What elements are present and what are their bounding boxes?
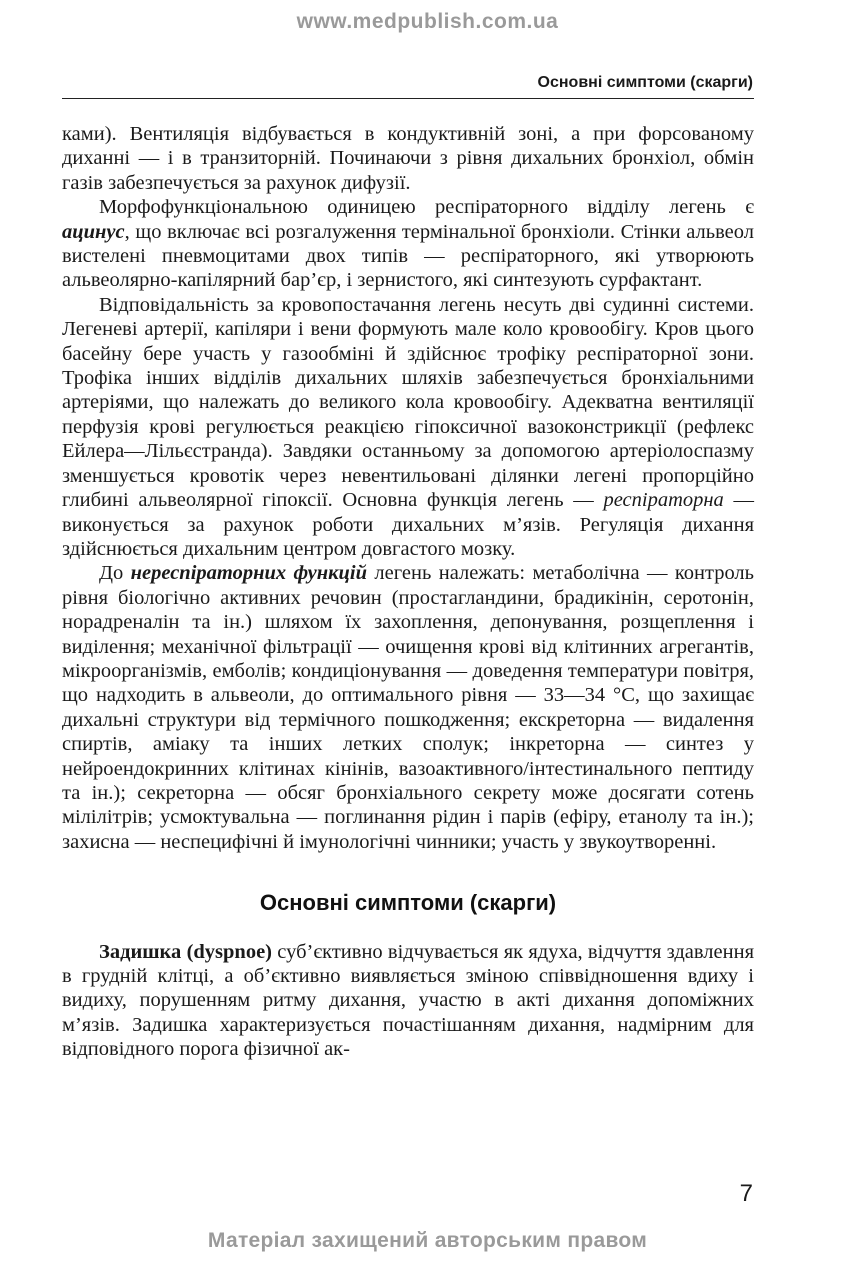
paragraph-blood-supply (62, 293, 754, 561)
header-rule (62, 98, 754, 99)
paragraph-nonrespiratory-post: легень належать: метаболічна — контроль рівня біологічно активних речовин (простагландини, брадикінін, серотонін, норадреналін та ін.) шляхом їх захоплення, депонування, розщеплення і виділення; механічної фільтрації — очищення крові від клітинних агрегантів, мікроорганізмів, емболів; кондиціонування — доведення температури повітря, що надходить в альвеоли, до оптимального рівня — 33—34 °С, що захищає дихальні структури від термічного пошкодження; екскреторна — видалення спиртів, аміаку та інших летких сполук; інкреторна — синтез у нейроендокринних клітинах кінінів, вазоактивного/інтестинального пептиду та ін.); секреторна — обсяг бронхіального секрету може досягати сотень мілілітрів; усмоктувальна — поглинання рідин і парів (ефіру, етанолу та ін.); захисна — неспецифічні й імунологічні чинники; участь у звукоутворенні. (62, 562, 755, 853)
paragraph-nonrespiratory-pre: До (99, 562, 131, 585)
paragraph-blood-supply-pre: Відповідальність за кровопостачання легень несуть дві судинні системи. Легеневі артерії, капіляри і вени формують мале коло кровообігу. Кров цього басейну бере участь у газообміні й здійснює трофіку респіраторної зони. Трофіка інших відділів дихальних шляхів забезпечується бронхіальними артеріями, що належать до великого кола кровообігу. Адекватна вентиляції перфузія крові регулюється реакцією гіпоксичної вазоконстрикції (рефлекс Ейлера—Лільєстранда). Завдяки останньому за допомогою артеріолоспазму зменшується кровотік через невентильовані ділянки легені пропорційно глибині альвеолярної гіпоксії. Основна функція легень — (62, 293, 754, 512)
watermark-url: www.medpublish.com.ua (296, 10, 559, 33)
section-heading: Основні симптоми (скарги) (259, 890, 557, 916)
term-respiratory: респіраторна (603, 489, 724, 512)
term-dyspnoe: Задишка (dyspnoe) (99, 940, 273, 963)
page-number: 7 (739, 1180, 753, 1207)
paragraph-dyspnoe (62, 940, 754, 1062)
term-nonrespiratory-functions: нереспіраторних функцій (130, 562, 368, 585)
paragraph-dyspnoe-text: суб’єктивно відчувається як ядуха, відчуття здавлення в грудній клітці, а об’єктивно виявляється зміною співвідношення вдиху і видиху, порушенням ритму дихання, участю в акті дихання допоміжних м’язів. Задишка характеризується почастішанням дихання, надмірним для відповідного порога фізичної ак- (62, 940, 754, 1061)
paragraph-blood-supply-post: — виконується за рахунок роботи дихальних м’язів. Регуляція дихання здійснюється дихальним центром довгастого мозку. (62, 489, 754, 560)
paragraph-acinus-pre: Морфофункціональною одиницею респіраторного відділу легень є (99, 196, 754, 219)
term-acinus: ацинус (62, 220, 125, 243)
paragraph-acinus-post: , що включає всі розгалуження термінальної бронхіоли. Стінки альвеол вистелені пневмоцитами двох типів — респіраторного, які утворюють альвеолярно-капілярний бар’єр, і зернистого, які синтезують сурфактант. (62, 220, 754, 292)
page-body (62, 122, 754, 1062)
paragraph-nonrespiratory (62, 561, 754, 854)
watermark-copyright: Матеріал захищений авторським правом (207, 1229, 648, 1252)
running-head: Основні симптоми (скарги) (537, 74, 753, 91)
paragraph-acinus (62, 195, 754, 293)
paragraph-ventilation: ками). Вентиляція відбувається в кондуктивній зоні, а при форсованому диханні — і в транзиторній. Починаючи з рівня дихальних бронхіол, обмін газів забезпечується за рахунок дифузії. (62, 123, 754, 194)
